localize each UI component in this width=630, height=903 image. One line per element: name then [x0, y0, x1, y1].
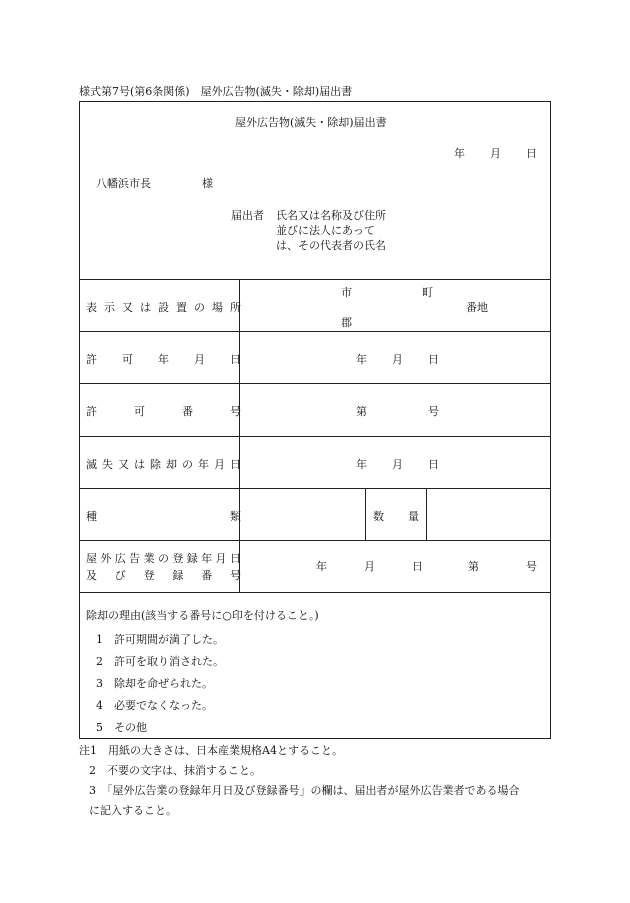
location-gun: 郡 — [341, 316, 352, 329]
location-label: 表 示 又 は 設 置 の 場 所 — [86, 301, 241, 314]
location-city: 市 — [341, 286, 352, 299]
removal-month: 月 — [392, 458, 403, 471]
reason-item: 2 許可を取り消された。 — [96, 655, 224, 668]
row-divider — [80, 592, 550, 593]
note-2: 2 不要の文字は、抹消すること。 — [89, 764, 261, 777]
business-year: 年 — [316, 560, 327, 573]
business-reg-label-1: 屋 外 広 告 業 の 登 録 年 月 日 — [86, 552, 241, 565]
column-divider — [426, 488, 427, 540]
permit-number-prefix: 第 — [356, 405, 367, 418]
row-divider — [80, 279, 550, 280]
row-divider — [80, 331, 550, 332]
row-divider — [80, 383, 550, 384]
business-number-prefix: 第 — [468, 560, 479, 573]
addressee-suffix: 様 — [202, 177, 213, 190]
kind-label: 種 類 — [86, 510, 241, 523]
permit-number-label: 許 可 番 号 — [86, 405, 241, 418]
permit-date-day: 日 — [428, 353, 439, 366]
column-divider — [365, 488, 366, 540]
row-divider — [80, 436, 550, 437]
removal-day: 日 — [428, 458, 439, 471]
form-title: 屋外広告物(滅失・除却)届出書 — [235, 116, 387, 129]
reason-item: 5 その他 — [96, 721, 147, 734]
permit-date-month: 月 — [392, 353, 403, 366]
applicant-desc-1: 氏名又は名称及び住所 — [276, 209, 386, 222]
reason-item: 4 必要でなくなった。 — [96, 699, 213, 712]
addressee: 八幡浜市長 — [96, 177, 151, 190]
quantity-label: 数 量 — [373, 510, 419, 523]
date-month: 月 — [490, 147, 501, 160]
note-3-continued: に記入すること。 — [89, 804, 177, 817]
location-town: 町 — [422, 286, 433, 299]
form-table — [79, 101, 551, 739]
applicant-desc-2: 並びに法人にあって — [276, 224, 375, 237]
business-number-suffix: 号 — [526, 560, 537, 573]
form-heading: 様式第7号(第6条関係) 屋外広告物(滅失・除却)届出書 — [79, 85, 353, 98]
date-day: 日 — [526, 147, 537, 160]
permit-date-label: 許 可 年 月 日 — [86, 353, 241, 366]
removal-date-label: 滅 失 又 は 除 却 の 年 月 日 — [86, 458, 241, 471]
reason-item: 1 許可期間が満了した。 — [96, 633, 224, 646]
column-divider — [239, 279, 240, 592]
applicant-label: 届出者 — [231, 209, 264, 222]
date-year: 年 — [454, 147, 465, 160]
note-1: 注1 用紙の大きさは、日本産業規格A4とすること。 — [79, 744, 343, 757]
row-divider — [80, 488, 550, 489]
reasons-heading: 除却の理由(該当する番号に○印を付けること。) — [86, 609, 319, 622]
note-3: 3 「屋外広告業の登録年月日及び登録番号」の欄は、届出者が屋外広告業者である場合 — [89, 784, 520, 797]
permit-date-year: 年 — [356, 353, 367, 366]
business-month: 月 — [364, 560, 375, 573]
reason-item: 3 除却を命ぜられた。 — [96, 677, 213, 690]
permit-number-suffix: 号 — [428, 405, 439, 418]
row-divider — [80, 540, 550, 541]
business-reg-label-2: 及 び 登 録 番 号 — [86, 569, 241, 582]
applicant-desc-3: は、その代表者の氏名 — [276, 239, 386, 252]
business-day: 日 — [412, 560, 423, 573]
location-banchi: 番地 — [466, 301, 488, 314]
removal-year: 年 — [356, 458, 367, 471]
